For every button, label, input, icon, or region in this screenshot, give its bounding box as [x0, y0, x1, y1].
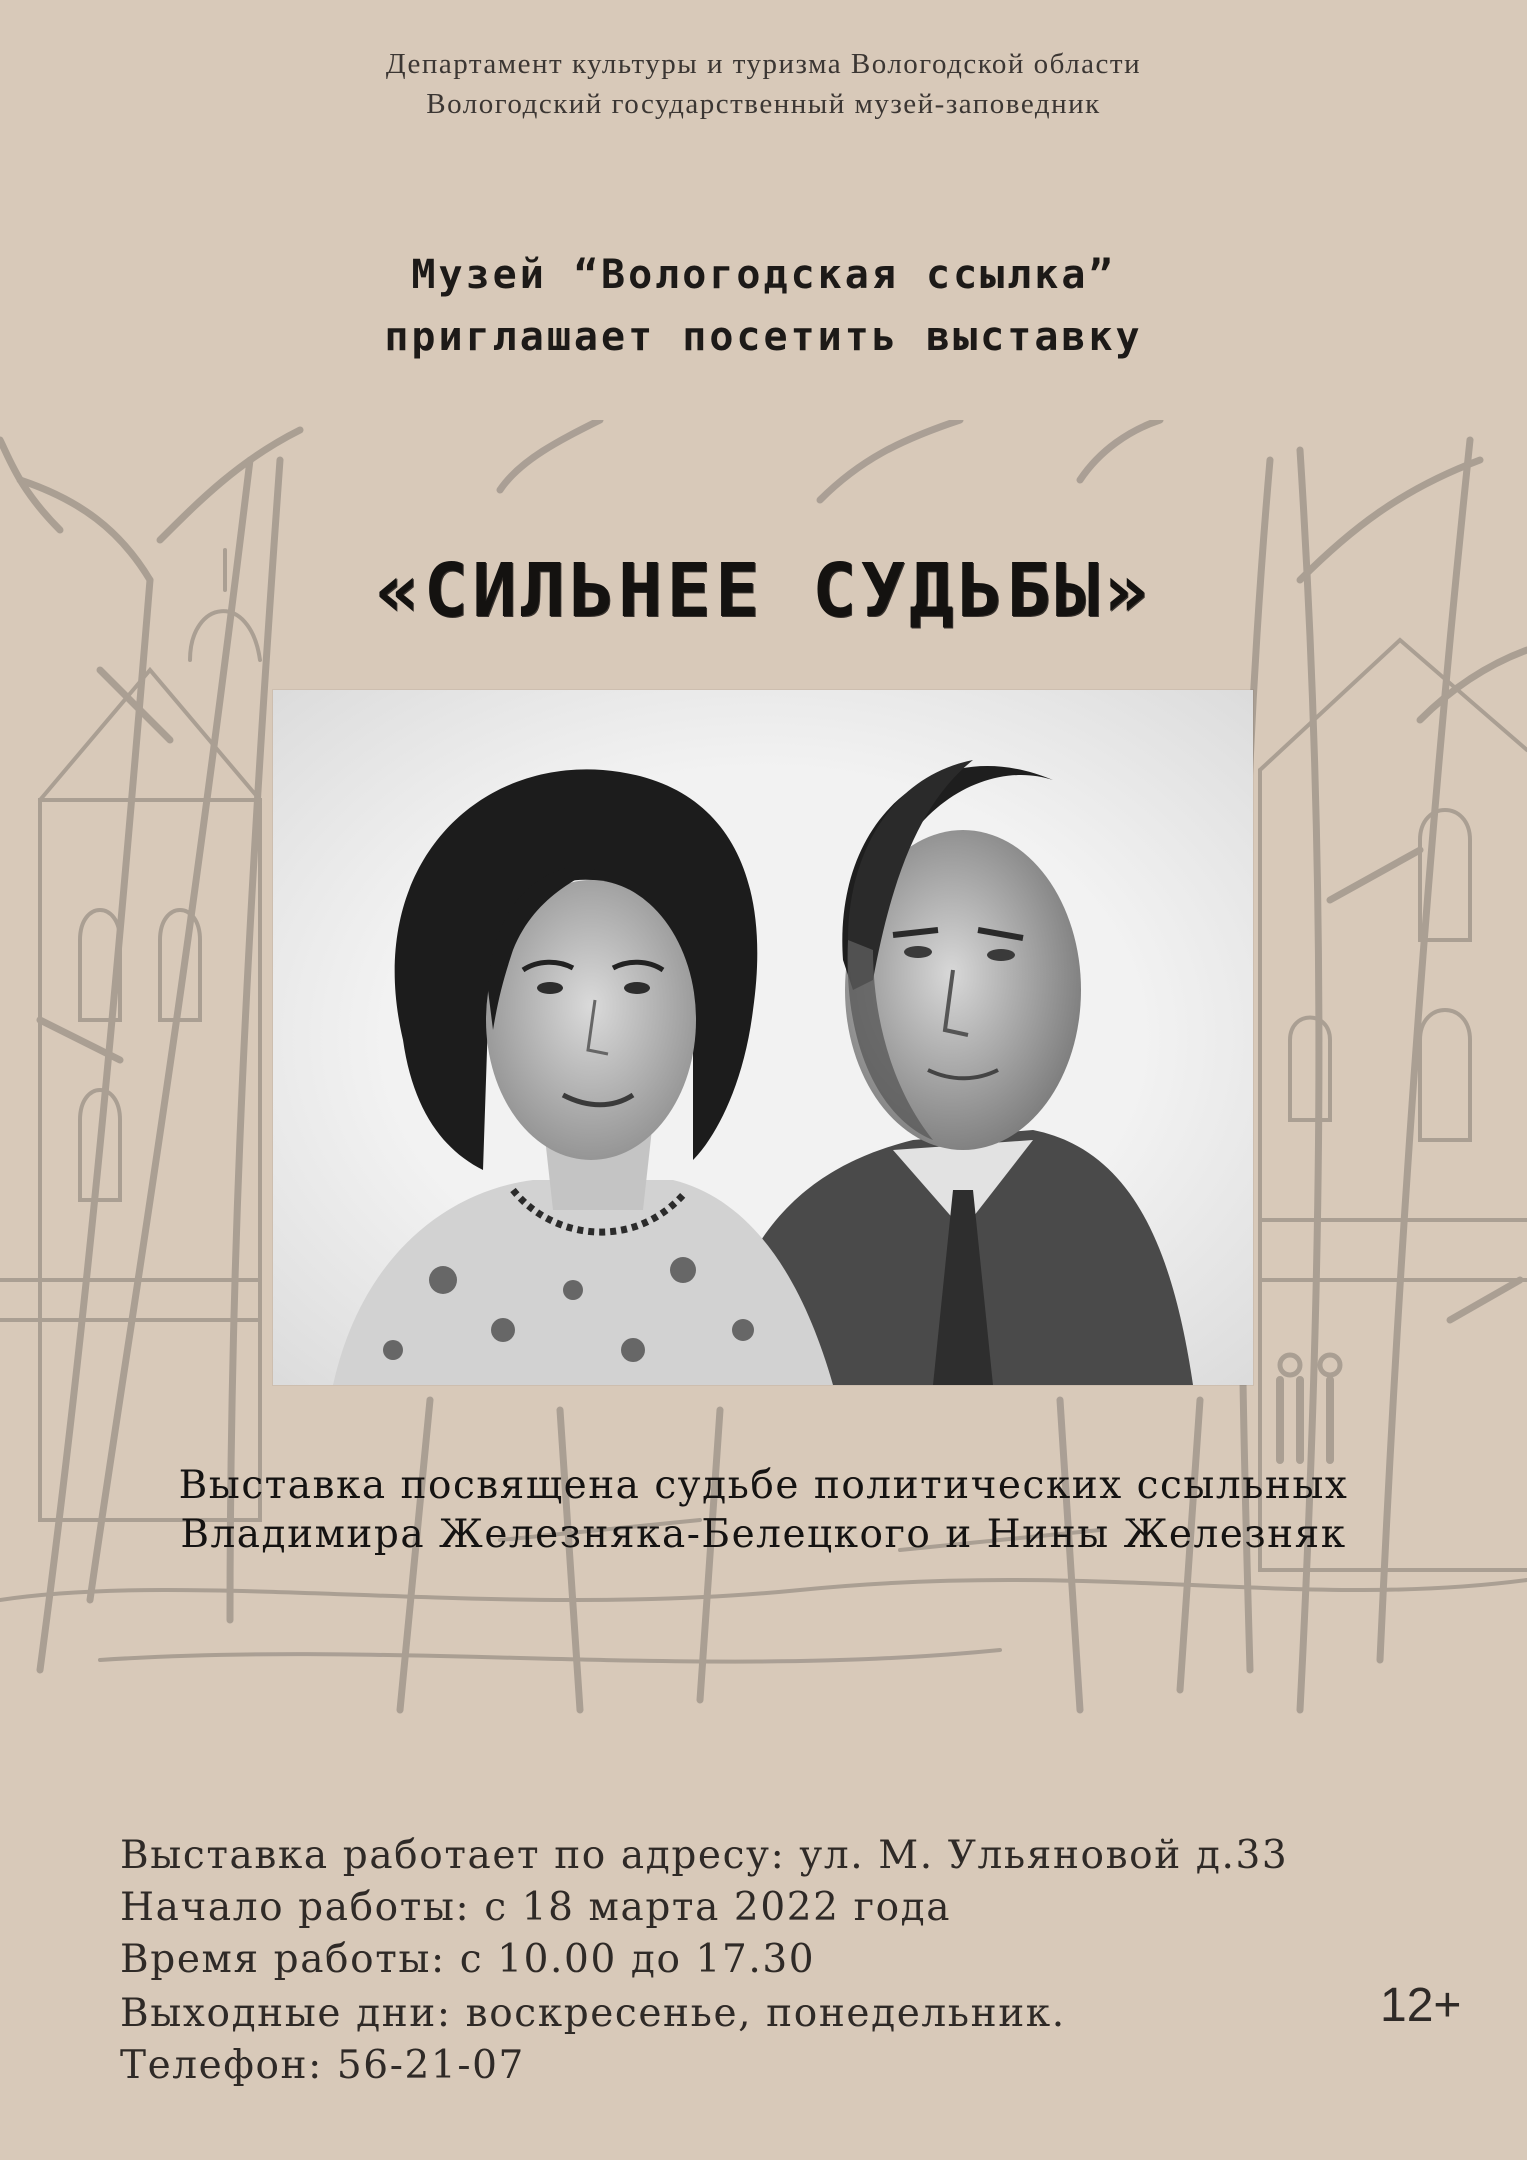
- age-rating-badge: 12+: [1380, 1979, 1462, 2032]
- info-address: Выставка работает по адресу: ул. М. Ульяновой д.33: [120, 1833, 1289, 1878]
- info-phone: Телефон: 56-21-07: [120, 2043, 525, 2088]
- portrait-photo: [273, 690, 1253, 1385]
- info-start-date: Начало работы: с 18 марта 2022 года: [120, 1885, 952, 1930]
- header-department: Департамент культуры и туризма Вологодской области: [385, 48, 1142, 80]
- description-line-1: Выставка посвящена судьбе политических ссыльных: [178, 1463, 1349, 1508]
- header-museum: Вологодский государственный музей-заповедник: [426, 88, 1101, 120]
- info-days-off: Выходные дни: воскресенье, понедельник.: [120, 1991, 1066, 2036]
- info-hours: Время работы: с 10.00 до 17.30: [120, 1937, 816, 1982]
- exhibition-title: «СИЛЬНЕЕ СУДЬБЫ»: [375, 548, 1152, 634]
- invite-museum-name: Музей “Вологодская ссылка”: [411, 252, 1116, 298]
- description-line-2: Владимира Железняка-Белецкого и Нины Железняк: [180, 1512, 1347, 1557]
- invite-text: приглашает посетить выставку: [384, 314, 1143, 360]
